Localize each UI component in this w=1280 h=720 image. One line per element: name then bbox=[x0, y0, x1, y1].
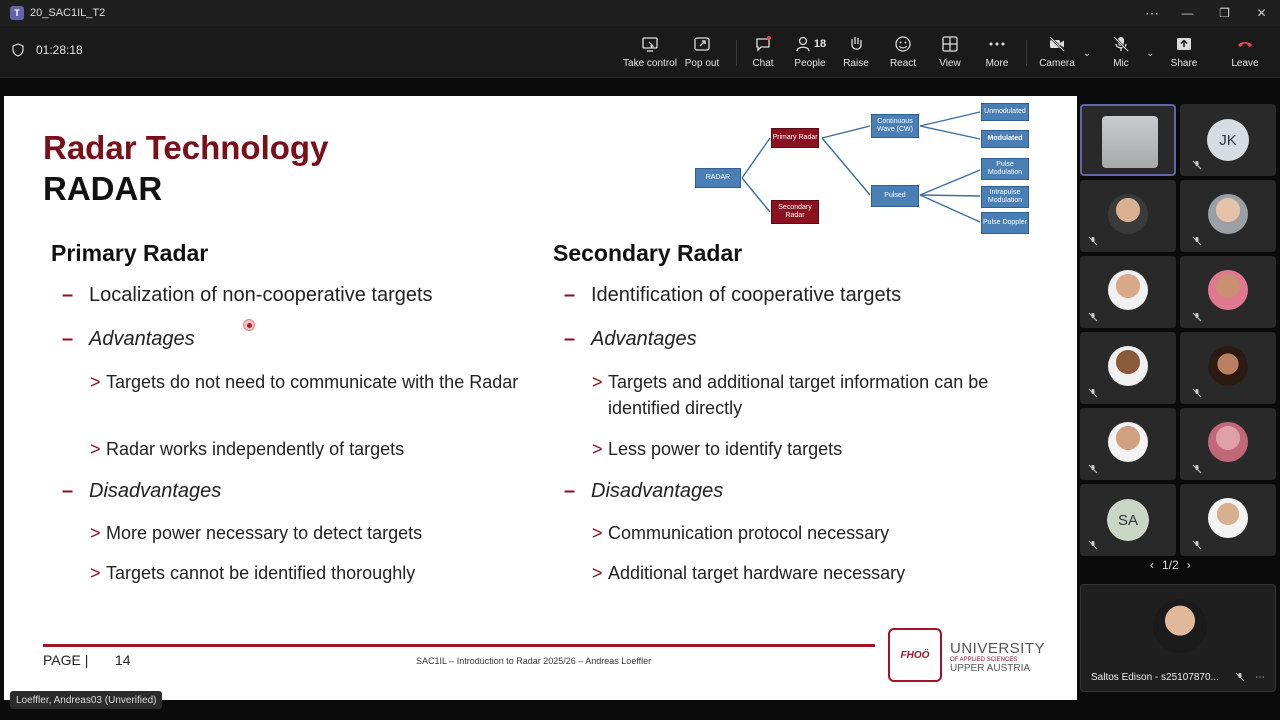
pop-out-button[interactable] bbox=[674, 34, 730, 74]
participant-tile[interactable] bbox=[1080, 332, 1176, 404]
people-icon bbox=[790, 34, 830, 54]
camera-options-chevron-down-icon[interactable]: ⌄ bbox=[1083, 48, 1092, 59]
take-control-label: Take control bbox=[623, 58, 677, 69]
toolbar-divider bbox=[1026, 40, 1027, 66]
diagram-node-radar: RADAR bbox=[695, 168, 741, 188]
university-logo bbox=[888, 628, 1046, 682]
mic-off-icon bbox=[1192, 388, 1202, 398]
leave-button[interactable] bbox=[1217, 34, 1273, 74]
minimize-button[interactable]: — bbox=[1181, 6, 1194, 20]
mic-off-icon bbox=[1088, 388, 1098, 398]
diagram-node-cw: Continuous Wave (CW) bbox=[871, 114, 919, 138]
timer-text: 01:28:18 bbox=[36, 43, 83, 57]
more-icon bbox=[986, 34, 1008, 54]
avatar bbox=[1208, 498, 1248, 538]
react-label: React bbox=[889, 58, 917, 69]
mic-off-icon bbox=[1192, 236, 1202, 246]
leave-icon bbox=[1234, 34, 1256, 54]
gallery-pager bbox=[1150, 558, 1191, 572]
self-name: Saltos Edison - s25107870... bbox=[1091, 672, 1219, 683]
view-icon bbox=[939, 34, 961, 54]
mic-off-icon bbox=[1192, 312, 1202, 322]
diagram-node-unmodulated: Unmodulated bbox=[981, 103, 1029, 121]
university-seal-icon: FHOÖ bbox=[888, 628, 942, 682]
participant-tile[interactable] bbox=[1080, 256, 1176, 328]
mic-off-icon bbox=[1192, 540, 1202, 550]
more-label: More bbox=[985, 58, 1009, 69]
react-icon bbox=[892, 34, 914, 54]
participant-tile[interactable] bbox=[1080, 484, 1176, 556]
sub-bullet-text: Targets cannot be identified thoroughly bbox=[106, 563, 416, 583]
logo-text-upper-austria: UPPER AUSTRIA bbox=[950, 663, 1031, 674]
bullet-text: Advantages bbox=[89, 328, 195, 350]
people-count: 18 bbox=[813, 38, 827, 50]
bullet-text: Localization of non-cooperative targets bbox=[89, 284, 433, 306]
avatar bbox=[1153, 599, 1207, 653]
diagram-node-pulsed: Pulsed bbox=[871, 185, 919, 207]
bullet-text: Identification of cooperative targets bbox=[591, 284, 902, 306]
people-label: People bbox=[794, 58, 826, 69]
avatar bbox=[1108, 346, 1148, 386]
participant-tile[interactable] bbox=[1080, 180, 1176, 252]
primary-radar-heading: Primary Radar bbox=[51, 240, 209, 266]
participants-gallery bbox=[1080, 96, 1280, 700]
meeting-timer bbox=[12, 43, 83, 57]
shared-slide: Radar Technology RADAR RADAR Primary Radar Secondary Radar Continuous Wave (CW) Pulsed Unmodulated Modulated Pulse Modulation Intrapulse Modulation Pulse Doppler Primary Radar – Localization of non-cooperative targets – Advantages > Targets do not need to communicate with the Radar > Radar works independently of targets – Disadvantages > More power necessary to detect targets > Targets cannot be identified thoroughly Secondary Radar – Identification of cooperative targets – Advantages > Targets and additional target information can be identified directly > Less power to identify targets – Disadvantages > Communication protocol necessary > Additional target hardware necessary PAGE | 14 SAC1IL – Introduction to Radar 2025/26 – Andreas Loeffler FHOÖ UNIVERSITY OF APPLIED SCIENCES UPPER AUSTRIA bbox=[4, 96, 1077, 700]
mic-off-icon bbox=[1110, 34, 1132, 54]
logo-text-university: UNIVERSITY bbox=[950, 640, 1046, 657]
meeting-toolbar bbox=[0, 26, 1280, 78]
close-button[interactable]: ✕ bbox=[1256, 6, 1267, 20]
camera-off-icon bbox=[1046, 34, 1068, 54]
share-button[interactable] bbox=[1156, 34, 1212, 74]
mic-button[interactable] bbox=[1093, 34, 1149, 74]
avatar bbox=[1108, 422, 1148, 462]
title-bar bbox=[0, 0, 1280, 26]
window-controls bbox=[1169, 0, 1280, 26]
bullet-text: Disadvantages bbox=[89, 480, 222, 502]
slide-subtitle: RADAR bbox=[43, 170, 163, 207]
laser-pointer-icon bbox=[243, 319, 255, 331]
sub-bullet-text: Communication protocol necessary bbox=[608, 523, 890, 543]
self-more-icon[interactable]: ⋯ bbox=[1255, 672, 1265, 683]
mic-off-icon bbox=[1088, 464, 1098, 474]
mic-off-icon bbox=[1088, 312, 1098, 322]
self-video-tile[interactable] bbox=[1080, 584, 1276, 692]
mic-off-icon bbox=[1192, 160, 1202, 170]
take-control-button[interactable] bbox=[622, 34, 678, 74]
mic-options-chevron-down-icon[interactable]: ⌄ bbox=[1146, 48, 1155, 59]
mic-off-icon bbox=[1088, 540, 1098, 550]
bullet-text: Advantages bbox=[591, 328, 697, 350]
footer-divider bbox=[43, 644, 875, 647]
diagram-node-intrapulse: Intrapulse Modulation bbox=[981, 186, 1029, 208]
sub-bullet-text: Less power to identify targets bbox=[608, 439, 843, 459]
share-icon bbox=[1173, 34, 1195, 54]
self-tile-icons bbox=[1235, 672, 1265, 683]
secondary-radar-heading: Secondary Radar bbox=[553, 240, 743, 266]
pop-out-icon bbox=[691, 34, 713, 54]
avatar bbox=[1208, 194, 1248, 234]
participant-tile[interactable] bbox=[1180, 484, 1276, 556]
avatar bbox=[1208, 422, 1248, 462]
avatar bbox=[1208, 346, 1248, 386]
avatar bbox=[1102, 116, 1158, 168]
raise-label: Raise bbox=[843, 58, 869, 69]
page-label: PAGE | bbox=[43, 652, 89, 668]
avatar bbox=[1108, 270, 1148, 310]
mic-off-icon bbox=[1088, 236, 1098, 246]
raise-hand-icon bbox=[845, 34, 867, 54]
participant-tile-presenter[interactable] bbox=[1080, 104, 1176, 176]
chat-icon bbox=[752, 34, 774, 54]
participant-tile[interactable] bbox=[1180, 256, 1276, 328]
avatar bbox=[1108, 194, 1148, 234]
sub-bullet-text: Radar works independently of targets bbox=[106, 439, 405, 459]
teams-icon: T bbox=[10, 6, 24, 20]
previous-page-chevron-left-icon[interactable]: ‹ bbox=[1150, 558, 1154, 572]
sub-bullet-text: Targets do not need to communicate with the Radar bbox=[106, 372, 519, 392]
more-button[interactable] bbox=[969, 34, 1025, 74]
mic-off-icon bbox=[1192, 464, 1202, 474]
bullet-text: Disadvantages bbox=[591, 480, 724, 502]
mic-label: Mic bbox=[1113, 58, 1129, 69]
presenter-name-tag: Loeffler, Andreas03 (Unverified) bbox=[10, 691, 162, 709]
sub-bullet-text: More power necessary to detect targets bbox=[106, 523, 423, 543]
participant-tile[interactable] bbox=[1080, 408, 1176, 480]
avatar: JK bbox=[1207, 119, 1249, 161]
diagram-node-secondary: Secondary Radar bbox=[771, 200, 819, 224]
leave-label: Leave bbox=[1231, 58, 1259, 69]
logo-text-applied-sciences: OF APPLIED SCIENCES bbox=[950, 657, 1018, 663]
diagram-node-pulse-modulation: Pulse Modulation bbox=[981, 158, 1029, 180]
diagram-node-modulated: Modulated bbox=[981, 130, 1029, 148]
pop-out-label: Pop out bbox=[684, 58, 720, 69]
sub-bullet-text: Additional target hardware necessary bbox=[608, 563, 906, 583]
view-label: View bbox=[939, 58, 961, 69]
slide-title: Radar Technology bbox=[43, 129, 329, 166]
title-more-icon[interactable]: ⋯ bbox=[1145, 4, 1160, 21]
avatar: SA bbox=[1107, 499, 1149, 541]
camera-button[interactable] bbox=[1029, 34, 1085, 74]
participant-tile[interactable] bbox=[1180, 332, 1276, 404]
diagram-node-primary: Primary Radar bbox=[771, 128, 819, 148]
next-page-chevron-right-icon[interactable]: › bbox=[1186, 558, 1191, 572]
footer-course-text: SAC1IL – Introduction to Radar 2025/26 – Andreas Loeffler bbox=[416, 656, 652, 666]
participant-tile[interactable] bbox=[1180, 180, 1276, 252]
participant-tile[interactable] bbox=[1180, 104, 1276, 176]
diagram-node-pulse-doppler: Pulse Doppler bbox=[981, 212, 1029, 234]
sub-bullet-text: Targets and additional target information can be identified directly bbox=[608, 372, 989, 418]
participant-tile[interactable] bbox=[1180, 408, 1276, 480]
radar-classification-diagram bbox=[692, 102, 1032, 242]
page-number: 14 bbox=[115, 652, 131, 668]
window-title: 20_SAC1IL_T2 bbox=[30, 7, 106, 19]
mic-off-icon bbox=[1235, 672, 1245, 682]
avatar bbox=[1208, 270, 1248, 310]
camera-label: Camera bbox=[1039, 58, 1075, 69]
pager-text: 1/2 bbox=[1162, 558, 1179, 572]
share-label: Share bbox=[1170, 58, 1198, 69]
take-control-icon bbox=[639, 34, 661, 54]
chat-label: Chat bbox=[752, 58, 774, 69]
maximize-button[interactable]: ❐ bbox=[1219, 6, 1230, 20]
shield-icon bbox=[12, 43, 24, 57]
